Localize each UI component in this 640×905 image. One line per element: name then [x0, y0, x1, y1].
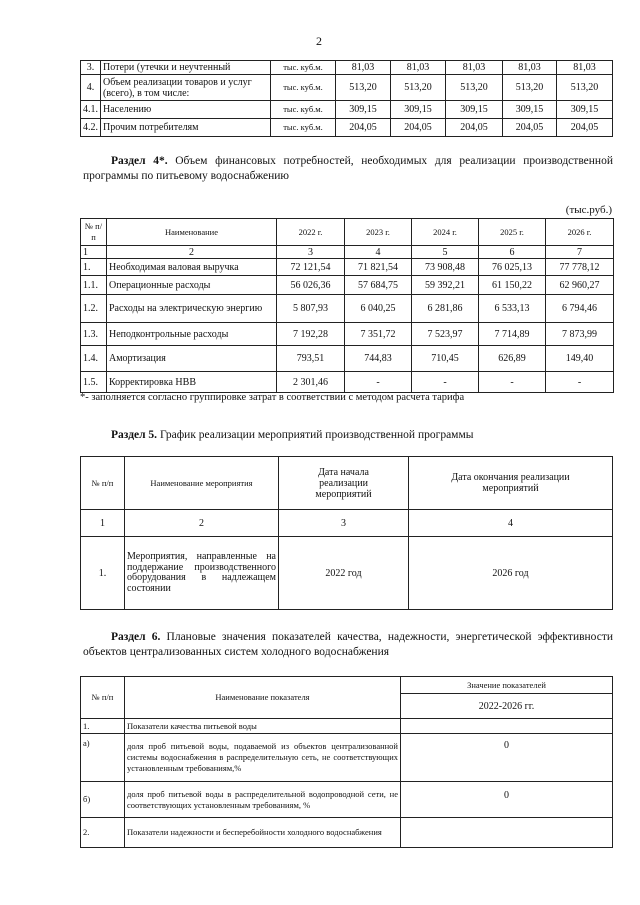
col-header: Дата окончания реализации мероприятий: [409, 457, 613, 510]
indicators-table: [80, 676, 613, 848]
cell-value: 309,15: [336, 101, 391, 119]
row-name: Объем реализации товаров и услуг (всего), в том числе:: [101, 75, 271, 101]
col-number: 1: [81, 510, 125, 537]
header-row: [81, 457, 613, 510]
cell-value: -: [479, 372, 546, 393]
section6-title: Плановые значения показателей качества, надежности, энергетической эффективности объектов централизованных систем холодного водоснабжения: [83, 631, 614, 658]
cell-value: -: [412, 372, 479, 393]
row-num: 1.: [81, 537, 125, 610]
row-name: Показатели надежности и бесперебойности холодного водоснабжения: [125, 818, 401, 848]
row-unit: тыс. куб.м.: [271, 101, 336, 119]
volume-table: [80, 60, 613, 137]
cell-value: 0: [401, 782, 613, 818]
col-number: 7: [546, 246, 614, 259]
col-number: 4: [409, 510, 613, 537]
section5-title: График реализации мероприятий производственной программы: [159, 429, 474, 441]
header-row: [81, 677, 613, 694]
col-header: Наименование показателя: [125, 677, 401, 719]
cell-value: 309,15: [391, 101, 446, 119]
col-number: 2: [107, 246, 277, 259]
table-row: [81, 537, 613, 610]
cell-value: 5 807,93: [277, 295, 345, 323]
row-name: Показатели качества питьевой воды: [125, 719, 401, 734]
cell-value: 62 960,27: [546, 276, 614, 295]
cell-value: [401, 719, 613, 734]
cell-value: 0: [401, 734, 613, 782]
row-name: доля проб питьевой воды в распределительной водопроводной сети, не соответствующих установленным требованиям, %: [125, 782, 401, 818]
number-row: [81, 246, 614, 259]
cell-value: 513,20: [446, 75, 503, 101]
row-name: Прочим потребителям: [101, 119, 271, 137]
footnote: *- заполняется согласно группировке затрат в соответствии с методом расчета тарифа: [80, 392, 465, 403]
cell-value: 59 392,21: [412, 276, 479, 295]
cell-value: 81,03: [503, 61, 557, 75]
row-name: Населению: [101, 101, 271, 119]
cell-value: 73 908,48: [412, 259, 479, 276]
row-name: доля проб питьевой воды, подаваемой из объектов централизованной системы водоснабжения в распределительную сеть, не соответствующих установленным требованиям,%: [125, 734, 401, 782]
cell-value: 7 714,89: [479, 323, 546, 346]
row-num: 4.1.: [81, 101, 101, 119]
table-row: [81, 323, 614, 346]
row-unit: тыс. куб.м.: [271, 119, 336, 137]
col-number: 3: [277, 246, 345, 259]
cell-value: 204,05: [336, 119, 391, 137]
row-name: Необходимая валовая выручка: [107, 259, 277, 276]
cell-value: -: [345, 372, 412, 393]
col-number: 5: [412, 246, 479, 259]
table-row: [81, 75, 613, 101]
cell-value: 81,03: [391, 61, 446, 75]
cell-value: 76 025,13: [479, 259, 546, 276]
cell-value: 204,05: [446, 119, 503, 137]
col-header: № п/п: [81, 457, 125, 510]
col-header: Значение показателей: [401, 677, 613, 694]
cell-value: 7 523,97: [412, 323, 479, 346]
end-date: 2026 год: [409, 537, 613, 610]
cell-value: 710,45: [412, 346, 479, 372]
row-num: 1.1.: [81, 276, 107, 295]
table-row: [81, 276, 614, 295]
number-row: [81, 510, 613, 537]
row-name: Потери (утечки и неучтенный: [101, 61, 271, 75]
cell-value: 2 301,46: [277, 372, 345, 393]
cell-value: 513,20: [336, 75, 391, 101]
table-row: [81, 372, 614, 393]
page-number: 2: [316, 34, 322, 48]
start-date: 2022 год: [279, 537, 409, 610]
cell-value: 793,51: [277, 346, 345, 372]
cell-value: 81,03: [557, 61, 613, 75]
cell-value: 61 150,22: [479, 276, 546, 295]
row-num: 1.5.: [81, 372, 107, 393]
cell-value: 149,40: [546, 346, 614, 372]
section6-label: Раздел 6.: [111, 631, 161, 643]
row-name: Мероприятия, направленные на поддержание производственного оборудования в надлежащем состоянии: [125, 537, 279, 610]
table-row: [81, 734, 613, 782]
col-number: 2: [125, 510, 279, 537]
row-num: 2.: [81, 818, 125, 848]
row-num: 1.: [81, 259, 107, 276]
col-header: Дата начала реализации мероприятий: [279, 457, 409, 510]
cell-value: 71 821,54: [345, 259, 412, 276]
cell-value: 309,15: [557, 101, 613, 119]
row-num: 1.4.: [81, 346, 107, 372]
cell-value: 77 778,12: [546, 259, 614, 276]
table-row: [81, 101, 613, 119]
cell-value: 56 026,36: [277, 276, 345, 295]
col-number: 4: [345, 246, 412, 259]
unit-note: (тыс.руб.): [565, 204, 612, 216]
cell-value: 309,15: [503, 101, 557, 119]
cell-value: 7 351,72: [345, 323, 412, 346]
row-unit: тыс. куб.м.: [271, 75, 336, 101]
col-header: № п/п: [81, 677, 125, 719]
cell-value: 513,20: [503, 75, 557, 101]
cell-value: 744,83: [345, 346, 412, 372]
header-row: [81, 219, 614, 246]
cell-value: 6 533,13: [479, 295, 546, 323]
row-num: 3.: [81, 61, 101, 75]
schedule-table: [80, 456, 613, 610]
cell-value: 7 873,99: [546, 323, 614, 346]
row-name: Неподконтрольные расходы: [107, 323, 277, 346]
col-number: 1: [81, 246, 107, 259]
cell-value: 6 040,25: [345, 295, 412, 323]
section5-label: Раздел 5.: [111, 429, 158, 441]
period: 2022-2026 гг.: [401, 694, 613, 719]
cell-value: 513,20: [557, 75, 613, 101]
row-name: Корректировка НВВ: [107, 372, 277, 393]
table-row: [81, 119, 613, 137]
table-row: [81, 295, 614, 323]
row-name: Амортизация: [107, 346, 277, 372]
cell-value: 6 794,46: [546, 295, 614, 323]
col-number: 3: [279, 510, 409, 537]
cell-value: 204,05: [391, 119, 446, 137]
row-num: 4.: [81, 75, 101, 101]
financial-table: [80, 218, 614, 393]
row-name: Операционные расходы: [107, 276, 277, 295]
cell-value: 513,20: [391, 75, 446, 101]
section5-heading: [111, 428, 473, 443]
table-row: [81, 259, 614, 276]
row-name: Расходы на электрическую энергию: [107, 295, 277, 323]
col-header: 2026 г.: [546, 219, 614, 246]
table-row: [81, 782, 613, 818]
row-unit: тыс. куб.м.: [271, 61, 336, 75]
table-row: [81, 719, 613, 734]
col-header: № п/п: [81, 219, 107, 246]
row-num: б): [81, 782, 125, 818]
row-num: 1.2.: [81, 295, 107, 323]
col-header: Наименование: [107, 219, 277, 246]
table-row: [81, 346, 614, 372]
col-header: 2025 г.: [479, 219, 546, 246]
col-header: 2023 г.: [345, 219, 412, 246]
cell-value: 309,15: [446, 101, 503, 119]
col-header: 2022 г.: [277, 219, 345, 246]
cell-value: 81,03: [446, 61, 503, 75]
row-num: а): [81, 734, 125, 782]
cell-value: 57 684,75: [345, 276, 412, 295]
cell-value: 626,89: [479, 346, 546, 372]
col-header: 2024 г.: [412, 219, 479, 246]
col-number: 6: [479, 246, 546, 259]
cell-value: 7 192,28: [277, 323, 345, 346]
cell-value: 204,05: [557, 119, 613, 137]
row-num: 4.2.: [81, 119, 101, 137]
cell-value: 81,03: [336, 61, 391, 75]
row-num: 1.3.: [81, 323, 107, 346]
row-num: 1.: [81, 719, 125, 734]
section4-label: Раздел 4*.: [111, 155, 168, 167]
table-row: [81, 818, 613, 848]
cell-value: -: [546, 372, 614, 393]
section4-title: Объем финансовых потребностей, необходимых для реализации производственной программы по питьевому водоснабжению: [83, 155, 613, 182]
col-header: Наименование мероприятия: [125, 457, 279, 510]
cell-value: 204,05: [503, 119, 557, 137]
cell-value: 72 121,54: [277, 259, 345, 276]
section6-heading: [83, 630, 613, 660]
cell-value: [401, 818, 613, 848]
section4-heading: [83, 154, 613, 184]
cell-value: 6 281,86: [412, 295, 479, 323]
table-row: [81, 61, 613, 75]
